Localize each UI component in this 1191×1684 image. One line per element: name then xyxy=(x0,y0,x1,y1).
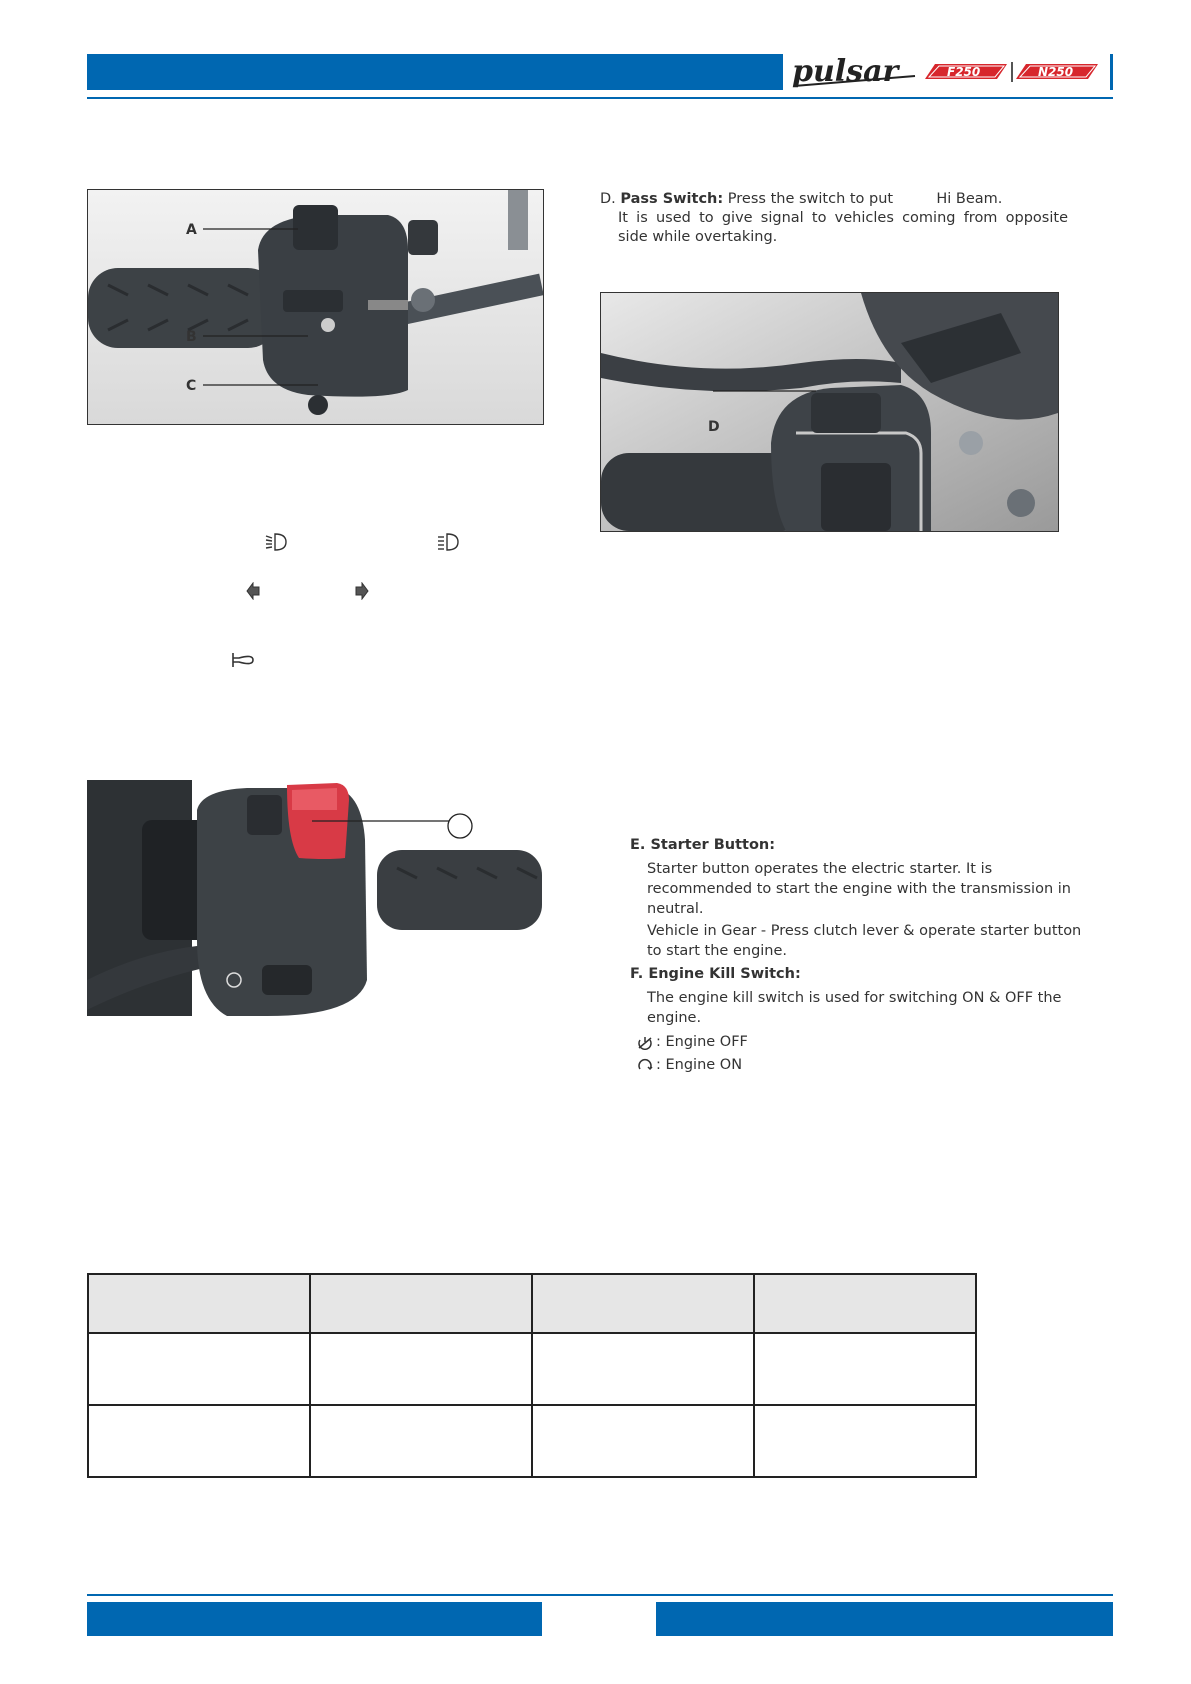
table-header-cell xyxy=(754,1274,976,1333)
pass-switch-photo xyxy=(600,292,1059,532)
pass-switch-line2: It is used to give signal to vehicles coming from opposite xyxy=(618,210,1068,226)
table-cell xyxy=(754,1333,976,1405)
table-header-cell xyxy=(532,1274,754,1333)
pass-switch-line3: side while overtaking. xyxy=(618,229,778,245)
table-header-cell xyxy=(310,1274,532,1333)
starter-para1-line2: recommended to start the engine with the transmission in xyxy=(647,881,1071,897)
spec-table xyxy=(87,1273,977,1478)
kill-switch-line1: The engine kill switch is used for switching ON & OFF the xyxy=(647,990,1062,1006)
starter-para2-line2: to start the engine. xyxy=(647,943,788,959)
table-cell xyxy=(532,1405,754,1477)
badge-f250-text: F250 xyxy=(947,65,981,79)
right-switch-photo xyxy=(87,780,542,1016)
left-switch-photo xyxy=(87,189,544,425)
table-row xyxy=(88,1333,976,1405)
table-header-row xyxy=(88,1274,976,1333)
table-row xyxy=(88,1405,976,1477)
header-rule xyxy=(87,97,1113,99)
horn-icon xyxy=(231,652,255,672)
table-header-cell xyxy=(88,1274,310,1333)
headlamp-high-icon xyxy=(437,532,459,556)
headlamp-low-icon xyxy=(265,532,287,556)
pass-switch-text1: Press the switch to put xyxy=(727,191,894,207)
table-cell xyxy=(310,1333,532,1405)
engine-off-icon xyxy=(637,1035,653,1054)
badge-n250-text: N250 xyxy=(1038,65,1074,79)
callout-a: A xyxy=(186,222,197,238)
pass-switch-title: Pass Switch: xyxy=(620,191,724,207)
pass-switch-line1 xyxy=(600,190,1070,210)
table-cell xyxy=(310,1405,532,1477)
model-badge-f250 xyxy=(925,63,1007,80)
turn-right-icon xyxy=(355,582,369,604)
table-cell xyxy=(88,1405,310,1477)
turn-left-icon xyxy=(246,582,260,604)
brand-logo xyxy=(790,52,920,92)
callout-c: C xyxy=(186,378,197,394)
kill-switch-line2: engine. xyxy=(647,1010,702,1026)
starter-para2-line1: Vehicle in Gear - Press clutch lever & operate starter button xyxy=(647,923,1082,939)
callout-b: B xyxy=(186,329,197,345)
table-cell xyxy=(88,1333,310,1405)
callout-d: D xyxy=(708,419,720,435)
engine-on-label: : Engine ON xyxy=(656,1057,743,1073)
brand-logo-text: pulsar xyxy=(792,54,899,89)
kill-switch-title: F. Engine Kill Switch: xyxy=(630,966,801,982)
model-badge-n250 xyxy=(1016,63,1098,80)
table-cell xyxy=(754,1405,976,1477)
pass-switch-letter: D. xyxy=(600,191,616,207)
badge-divider xyxy=(1011,62,1013,82)
starter-title: E. Starter Button: xyxy=(630,837,776,853)
footer-bar-right xyxy=(656,1602,1113,1636)
starter-para1-line3: neutral. xyxy=(647,901,704,917)
table-cell xyxy=(532,1333,754,1405)
engine-off-label: : Engine OFF xyxy=(656,1034,748,1050)
footer-rule xyxy=(87,1594,1113,1596)
engine-on-icon xyxy=(637,1057,653,1076)
header-bar xyxy=(87,54,783,90)
starter-para1-line1: Starter button operates the electric starter. It is xyxy=(647,861,993,877)
footer-bar-left xyxy=(87,1602,542,1636)
pass-switch-text1-end: Hi Beam. xyxy=(936,191,1003,207)
header-end-tick xyxy=(1110,54,1113,90)
